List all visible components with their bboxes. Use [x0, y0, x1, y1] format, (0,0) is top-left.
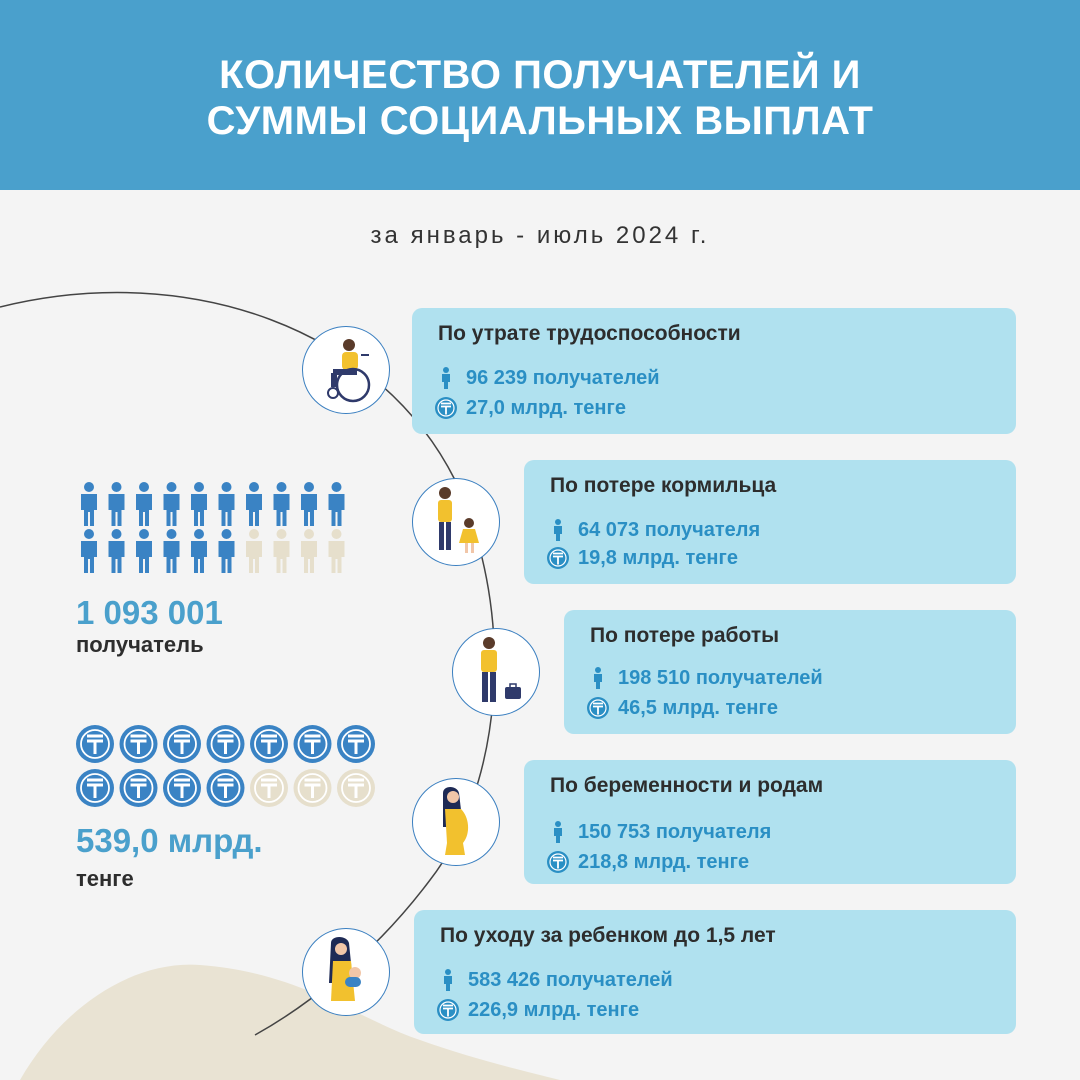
recipients-row [436, 968, 673, 992]
pregnant-woman-icon [412, 778, 500, 866]
person-icon-filled [219, 482, 235, 526]
amount-value: 218,8 млрд. тенге [578, 850, 750, 873]
tenge-coin-icon-filled [163, 769, 201, 807]
person-icon-filled [246, 482, 262, 526]
person-icon-faded [274, 529, 290, 573]
tenge-coin-icon-faded [250, 769, 288, 807]
recipients-icon-grid [76, 480, 356, 580]
tenge-coin-icon-filled [76, 725, 114, 763]
wheelchair-person-icon [302, 326, 390, 414]
person-icon-filled [191, 482, 207, 526]
tenge-coin-icon-filled [337, 725, 375, 763]
tenge-coin-icon-faded [337, 769, 375, 807]
amount-value: 19,8 млрд. тенге [578, 546, 738, 569]
amount-row [436, 998, 639, 1022]
amount-row [586, 696, 778, 720]
recipients-value: 64 073 получателя [578, 518, 761, 541]
amount-value: 46,5 млрд. тенге [618, 696, 778, 719]
amount-row [546, 546, 738, 570]
title-line-1: КОЛИЧЕСТВО ПОЛУЧАТЕЛЕЙ И [219, 53, 861, 97]
category-card-disability [412, 308, 1016, 434]
person-icon-faded [329, 529, 345, 573]
category-title: По уходу за ребенком до 1,5 лет [440, 924, 776, 947]
person-icon [434, 366, 458, 390]
recipients-row [586, 666, 823, 690]
person-icon-filled [136, 529, 152, 573]
person-icon-filled [274, 482, 290, 526]
person-icon-filled [81, 482, 97, 526]
page-title [0, 52, 1080, 144]
tenge-coin-icon-filled [250, 725, 288, 763]
person-icon [436, 968, 460, 992]
person-icon-filled [136, 482, 152, 526]
tenge-coin-icon-filled [76, 769, 114, 807]
total-amount-value: 539,0 млрд. [76, 822, 263, 859]
unemployed-man-icon [452, 628, 540, 716]
category-title: По утрате трудоспособности [438, 322, 741, 345]
person-icon-filled [109, 482, 125, 526]
category-title: По потере работы [590, 624, 780, 647]
person-icon-filled [164, 529, 180, 573]
category-card-childcare [414, 910, 1016, 1034]
tenge-coin-icon [546, 850, 570, 874]
person-icon-filled [329, 482, 345, 526]
title-line-2: СУММЫ СОЦИАЛЬНЫХ ВЫПЛАТ [206, 99, 874, 143]
tenge-coin-icon-filled [207, 725, 245, 763]
recipients-value: 198 510 получателей [618, 666, 823, 689]
recipients-value: 583 426 получателей [468, 968, 673, 991]
tenge-coin-icon [434, 396, 458, 420]
tenge-coin-icon-filled [120, 769, 158, 807]
father-and-child-icon [412, 478, 500, 566]
tenge-coin-icon-filled [207, 769, 245, 807]
tenge-coin-icon [586, 696, 610, 720]
amount-value: 27,0 млрд. тенге [466, 396, 626, 419]
person-icon [586, 666, 610, 690]
amount-row [434, 396, 626, 420]
category-title: По потере кормильца [550, 474, 777, 497]
person-icon-filled [219, 529, 235, 573]
category-card-maternity [524, 760, 1016, 884]
category-card-job-loss [564, 610, 1016, 734]
category-card-breadwinner [524, 460, 1016, 584]
person-icon-filled [81, 529, 97, 573]
period-label: за январь - июль 2024 г. [370, 222, 710, 249]
total-amount-unit: тенге [76, 866, 134, 891]
tenge-coin-icon-filled [294, 725, 332, 763]
person-icon [546, 518, 570, 542]
amount-row [546, 850, 749, 874]
total-recipients-value: 1 093 001 [76, 594, 223, 631]
recipients-row [546, 820, 771, 844]
amount-value: 226,9 млрд. тенге [468, 998, 640, 1021]
total-recipients-unit: получатель [76, 632, 204, 657]
amount-icon-grid [74, 724, 378, 810]
tenge-coin-icon [546, 546, 570, 570]
mother-with-baby-icon [302, 928, 390, 1016]
recipients-row [434, 366, 660, 390]
person-icon-faded [246, 529, 262, 573]
tenge-coin-icon-filled [120, 725, 158, 763]
person-icon-filled [109, 529, 125, 573]
category-title: По беременности и родам [550, 774, 824, 797]
person-icon-filled [164, 482, 180, 526]
person-icon-faded [301, 529, 317, 573]
tenge-coin-icon-faded [294, 769, 332, 807]
person-icon [546, 820, 570, 844]
person-icon-filled [191, 529, 207, 573]
recipients-value: 96 239 получателей [466, 366, 660, 389]
tenge-coin-icon [436, 998, 460, 1022]
tenge-coin-icon-filled [163, 725, 201, 763]
person-icon-filled [301, 482, 317, 526]
recipients-value: 150 753 получателя [578, 820, 772, 843]
recipients-row [546, 518, 760, 542]
